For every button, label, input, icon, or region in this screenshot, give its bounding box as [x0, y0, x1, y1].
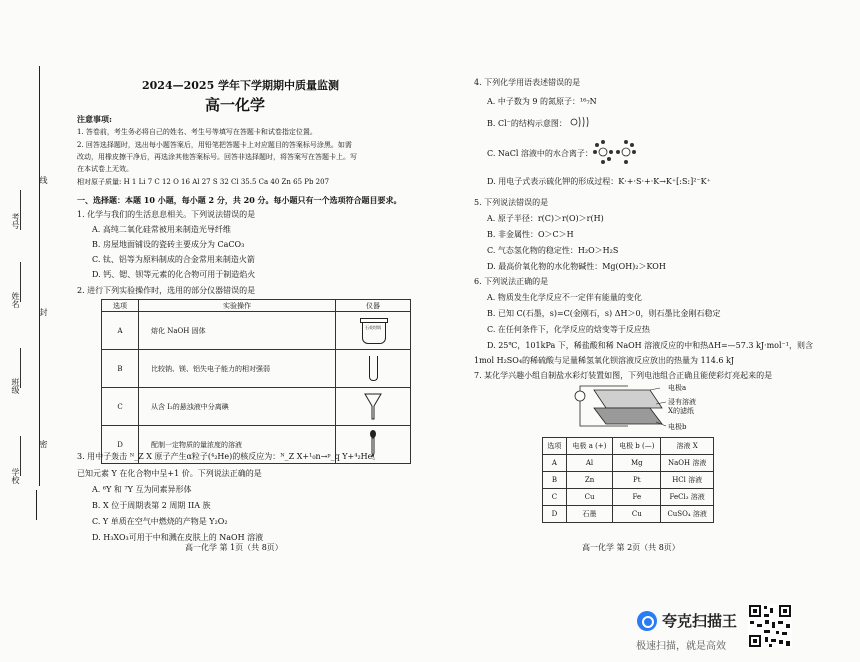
watermark-slogan: 极速扫描，就是高效 [636, 641, 726, 652]
table-header: 实验操作 [139, 300, 336, 312]
q5-option-d: D. 最高价氧化物的水化物碱性：Mg(OH)₂＞KOH [487, 262, 666, 271]
q5-option-b: B. 非金属性：O＞C＞H [487, 230, 574, 239]
fill-line-class [20, 348, 22, 388]
seal-mark-xian: 线 [39, 176, 48, 184]
q2-table [101, 299, 411, 464]
soaked-paper-label-2: X的滤纸 [668, 407, 694, 415]
q1-stem: 1. 化学与我们的生活息息相关。下列说法错误的是 [77, 210, 256, 219]
q5-option-c: C. 气态氢化物的稳定性：H₂O＞H₂S [487, 246, 619, 255]
q4-stem: 4. 下列化学用语表述错误的是 [474, 78, 581, 87]
table-cell: D [102, 426, 139, 464]
table-row [102, 312, 411, 350]
q3-option-b: B. X 位于周期表第 2 周期 IIA 族 [92, 501, 211, 510]
table-row [543, 472, 714, 489]
q3-option-c: C. Y 单质在空气中燃烧的产物是 Y₂O₂ [92, 517, 228, 526]
table-cell: A [543, 455, 567, 472]
q6-stem: 6. 下列说法正确的是 [474, 277, 549, 286]
crucible-cell [336, 312, 411, 350]
table-row [543, 489, 714, 506]
test-tube-cell [336, 350, 411, 388]
q7-stem: 7. 某化学兴趣小组自制盐水彩灯装置如图，下列电池组合正确且能使彩灯亮起来的是 [474, 371, 773, 380]
electrode-b-label: 电极b [668, 423, 687, 431]
table-row [102, 350, 411, 388]
table-header: 电极 b (—) [613, 438, 661, 455]
q4-option-a: A. 中子数为 9 的氮原子：¹⁶₇N [487, 97, 597, 106]
q4-option-c: C. NaCl 溶液中的水合离子： [487, 149, 593, 158]
q4-option-d: D. 用电子式表示硫化钾的形成过程：K·+·S·+·K→K⁺[:S:]²⁻K⁺ [487, 177, 711, 186]
table-cell: A [102, 312, 139, 350]
side-label-school: 学校 [11, 468, 20, 484]
side-label-id: 考号 [11, 213, 20, 229]
table-cell: 配制一定物质的量浓度的溶液 [139, 426, 336, 464]
q5-stem: 5. 下列说法错误的是 [474, 198, 549, 207]
binding-line [39, 66, 40, 486]
table-header: 选项 [102, 300, 139, 312]
table-cell: D [543, 506, 567, 523]
q6-continuation: 1mol H₂SO₄的稀硫酸与足量稀氢氧化钡溶液反应放出的热量为 114.6 kJ [474, 356, 735, 365]
fill-line-name [20, 262, 22, 302]
test-tube-icon [358, 354, 388, 384]
table-cell: Al [566, 455, 612, 472]
fill-line-school [20, 436, 22, 476]
notes-item: 2. 回答选择题时，选出每小题答案后，用铅笔把答题卡上对应题目的答案标号涂黑。如需 [77, 141, 352, 149]
crucible-icon [358, 316, 388, 346]
fill-line-id [20, 190, 22, 230]
notes-item: 在本试卷上无效。 [77, 165, 133, 173]
q1-option-a: A. 高纯二氧化硅常被用来制造光导纤维 [92, 225, 231, 234]
table-cell: C [102, 388, 139, 426]
q1-option-d: D. 钙、锶、钡等元素的化合物可用于制造焰火 [92, 270, 256, 279]
q3-stem: 3. 用中子轰击 ᴺ_Z X 原子产生α粒子(⁴₂He)的核反应为：ᴺ_Z X+¹₀n→ᵖ_q Y+⁴₂He。 [77, 452, 381, 461]
q7-table [542, 437, 714, 523]
table-header: 溶液 X [661, 438, 714, 455]
table-header: 选项 [543, 438, 567, 455]
watermark-brand: 夸克扫描王 [662, 612, 738, 630]
notes-item: 改动，用橡皮擦干净后，再选涂其他答案标号。回答非选择题时，将答案写在答题卡上。写 [77, 153, 357, 161]
exam-subject: 高一化学 [205, 96, 266, 114]
hydrated-ion-icon [592, 138, 638, 166]
table-cell: NaOH 溶液 [661, 455, 714, 472]
table-cell: HCl 溶液 [661, 472, 714, 489]
table-header: 仪器 [336, 300, 411, 312]
table-cell: Zn [566, 472, 612, 489]
table-cell: 比较钠、镁、铝失电子能力的相对强弱 [139, 350, 336, 388]
electrode-a-label: 电极a [668, 384, 687, 392]
notes-item: 1. 答卷前，考生务必将自己的姓名、考生号等填写在答题卡和试卷指定位置。 [77, 128, 317, 136]
table-cell: B [543, 472, 567, 489]
side-label-name: 姓名 [11, 292, 20, 308]
table-cell: Cu [613, 506, 661, 523]
table-cell: Cu [566, 489, 612, 506]
exam-title: 2024—2025 学年下学期期中质量监测 [142, 79, 340, 92]
qr-code-icon [748, 604, 792, 648]
table-header: 电极 a (+) [566, 438, 612, 455]
soaked-paper-label: 浸有溶液 [668, 398, 696, 406]
side-label-class: 班级 [11, 378, 20, 394]
q4-option-b: B. Cl⁻的结构示意图： [487, 119, 567, 128]
q5-option-a: A. 原子半径：r(C)＞r(O)＞r(H) [487, 214, 604, 223]
q6-option-c: C. 在任何条件下，化学反应的焓变等于反应热 [487, 325, 650, 334]
binding-line-dash [36, 490, 37, 520]
table-row [543, 506, 714, 523]
q1-option-c: C. 钛、铝等为原料制成的合金常用来制造火箭 [92, 255, 255, 264]
table-cell: 石墨 [566, 506, 612, 523]
q6-option-b: B. 已知 C(石墨，s)=C(金刚石，s) ΔH＞0，则石墨比金刚石稳定 [487, 309, 721, 318]
table-row [543, 455, 714, 472]
footer-left: 高一化学 第 1页（共 8页） [185, 543, 283, 552]
table-cell: Fe [613, 489, 661, 506]
table-row [102, 388, 411, 426]
q2-stem: 2. 进行下列实验操作时，选用的部分仪器错误的是 [77, 286, 256, 295]
funnel-cell [336, 388, 411, 426]
seal-mark-feng: 封 [39, 308, 48, 316]
atomic-masses: 相对原子质量: H 1 Li 7 C 12 O 16 Al 27 S 32 Cl 35.5 Ca 40 Zn 65 Pb 207 [77, 178, 330, 186]
notes-heading: 注意事项: [77, 114, 112, 124]
scanner-logo-icon [637, 611, 657, 631]
crucible-label: 石英坩埚 [365, 324, 381, 330]
table-cell: CuSO₄ 溶液 [661, 506, 714, 523]
table-cell: B [102, 350, 139, 388]
q1-option-b: B. 房屋地面铺设的瓷砖主要成分为 CaCO₃ [92, 240, 245, 249]
footer-right: 高一化学 第 2页（共 8页） [582, 543, 680, 552]
table-cell: Mg [613, 455, 661, 472]
table-cell: FeCl₃ 溶液 [661, 489, 714, 506]
table-cell: C [543, 489, 567, 506]
q3-option-d: D. H₃XO₃可用于中和溅在皮肤上的 NaOH 溶液 [92, 533, 264, 542]
seal-mark-mi: 密 [39, 440, 48, 448]
funnel-icon [358, 391, 388, 421]
chloride-structure-icon [568, 115, 590, 129]
table-cell: Pt [613, 472, 661, 489]
section-heading: 一、选择题：本题 10 小题，每小题 2 分，共 20 分。每小题只有一个选项符合题目要求。 [77, 195, 402, 205]
table-cell: 从含 I₂的悬浊液中分离碘 [139, 388, 336, 426]
q6-option-d: D. 25℃，101kPa 下，稀盐酸和稀 NaOH 溶液反应的中和热ΔH=—57.3 kJ·mol⁻¹，则含 [487, 341, 813, 350]
q3-option-a: A. ⁶Y 和 ⁷Y 互为同素异形体 [92, 485, 192, 494]
q3-stem-2: 已知元素 Y 在化合物中呈+1 价。下列说法正确的是 [77, 469, 262, 478]
q6-option-a: A. 物质发生化学反应不一定伴有能量的变化 [487, 293, 642, 302]
table-cell: 熔化 NaOH 固体 [139, 312, 336, 350]
